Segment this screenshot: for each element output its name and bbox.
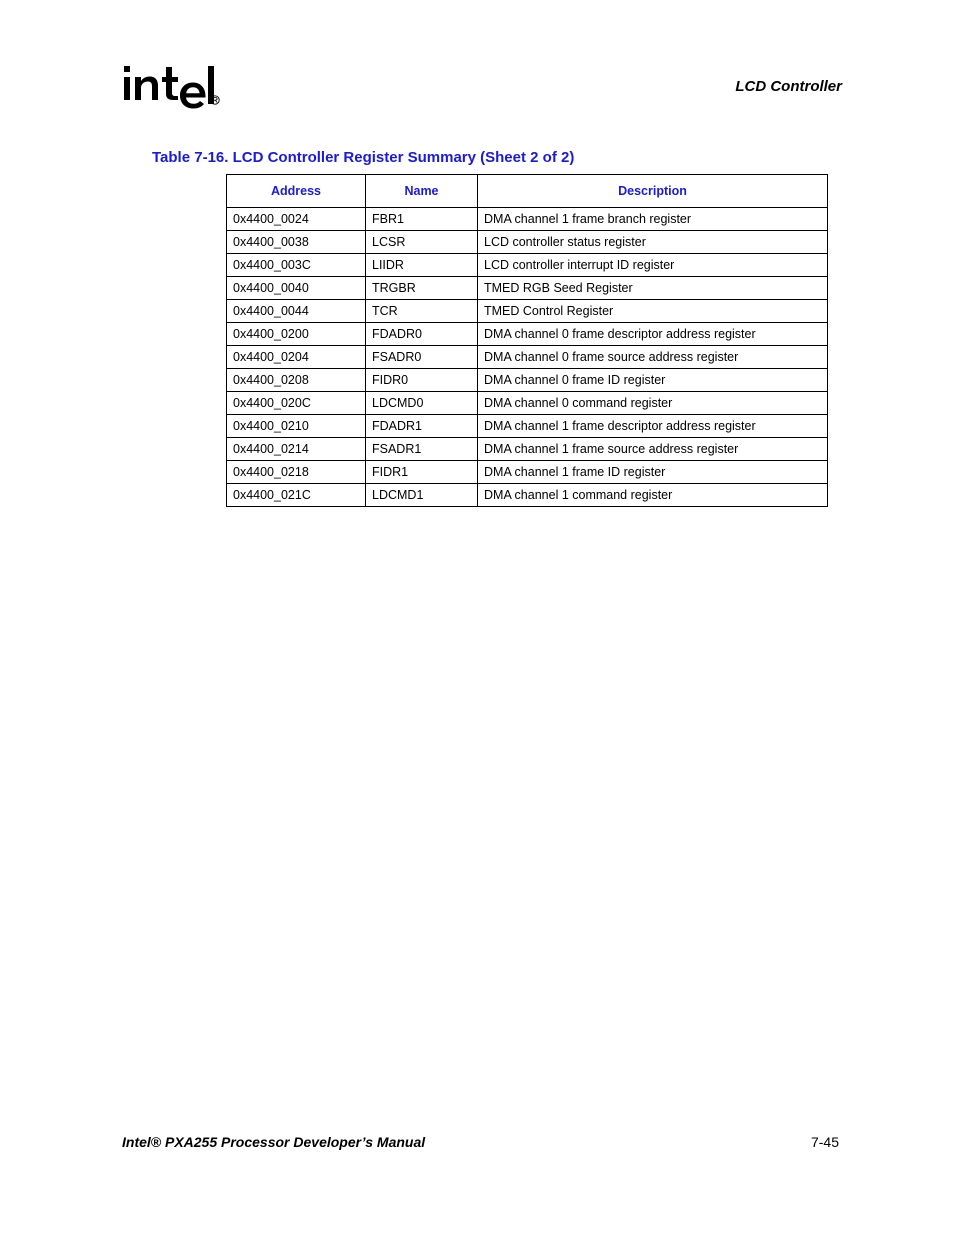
intel-logo <box>122 62 222 118</box>
address-cell: 0x4400_0044 <box>227 300 366 323</box>
table-row <box>227 277 828 300</box>
description-cell: DMA channel 0 frame descriptor address register <box>478 323 828 346</box>
table-row <box>227 484 828 507</box>
address-cell: 0x4400_0038 <box>227 231 366 254</box>
description-cell: TMED RGB Seed Register <box>478 277 828 300</box>
table-header-row <box>227 175 828 208</box>
address-cell: 0x4400_0208 <box>227 369 366 392</box>
name-cell: TCR <box>366 300 478 323</box>
table-row <box>227 369 828 392</box>
address-cell: 0x4400_0214 <box>227 438 366 461</box>
description-cell: DMA channel 1 frame descriptor address register <box>478 415 828 438</box>
table-row <box>227 461 828 484</box>
name-cell: LDCMD0 <box>366 392 478 415</box>
page-number: 7-45 <box>810 1134 839 1150</box>
column-header-name: Name <box>366 175 478 208</box>
column-header-description: Description <box>478 175 828 208</box>
name-cell: LDCMD1 <box>366 484 478 507</box>
description-cell: DMA channel 1 frame ID register <box>478 461 828 484</box>
column-header-address: Address <box>227 175 366 208</box>
table-row <box>227 346 828 369</box>
table-row <box>227 415 828 438</box>
name-cell: FDADR1 <box>366 415 478 438</box>
name-cell: TRGBR <box>366 277 478 300</box>
description-cell: DMA channel 0 command register <box>478 392 828 415</box>
name-cell: FSADR1 <box>366 438 478 461</box>
name-cell: LIIDR <box>366 254 478 277</box>
table-caption: Table 7-16. LCD Controller Register Summary (Sheet 2 of 2) <box>152 149 575 166</box>
name-cell: LCSR <box>366 231 478 254</box>
table-row <box>227 438 828 461</box>
description-cell: TMED Control Register <box>478 300 828 323</box>
address-cell: 0x4400_021C <box>227 484 366 507</box>
description-cell: LCD controller interrupt ID register <box>478 254 828 277</box>
manual-title: Intel® PXA255 Processor Developer’s Manual <box>122 1134 426 1150</box>
name-cell: FBR1 <box>366 208 478 231</box>
table-row <box>227 254 828 277</box>
register-summary-table <box>226 174 828 507</box>
description-cell: DMA channel 0 frame source address register <box>478 346 828 369</box>
address-cell: 0x4400_0024 <box>227 208 366 231</box>
name-cell: FSADR0 <box>366 346 478 369</box>
description-cell: LCD controller status register <box>478 231 828 254</box>
description-cell: DMA channel 0 frame ID register <box>478 369 828 392</box>
description-cell: DMA channel 1 command register <box>478 484 828 507</box>
name-cell: FIDR0 <box>366 369 478 392</box>
address-cell: 0x4400_0040 <box>227 277 366 300</box>
name-cell: FIDR1 <box>366 461 478 484</box>
description-cell: DMA channel 1 frame branch register <box>478 208 828 231</box>
address-cell: 0x4400_020C <box>227 392 366 415</box>
description-cell: DMA channel 1 frame source address register <box>478 438 828 461</box>
address-cell: 0x4400_003C <box>227 254 366 277</box>
section-title: LCD Controller <box>735 78 842 95</box>
address-cell: 0x4400_0204 <box>227 346 366 369</box>
table-row <box>227 392 828 415</box>
address-cell: 0x4400_0210 <box>227 415 366 438</box>
table-row <box>227 300 828 323</box>
address-cell: 0x4400_0200 <box>227 323 366 346</box>
table-row <box>227 208 828 231</box>
table-row <box>227 231 828 254</box>
name-cell: FDADR0 <box>366 323 478 346</box>
address-cell: 0x4400_0218 <box>227 461 366 484</box>
table-row <box>227 323 828 346</box>
